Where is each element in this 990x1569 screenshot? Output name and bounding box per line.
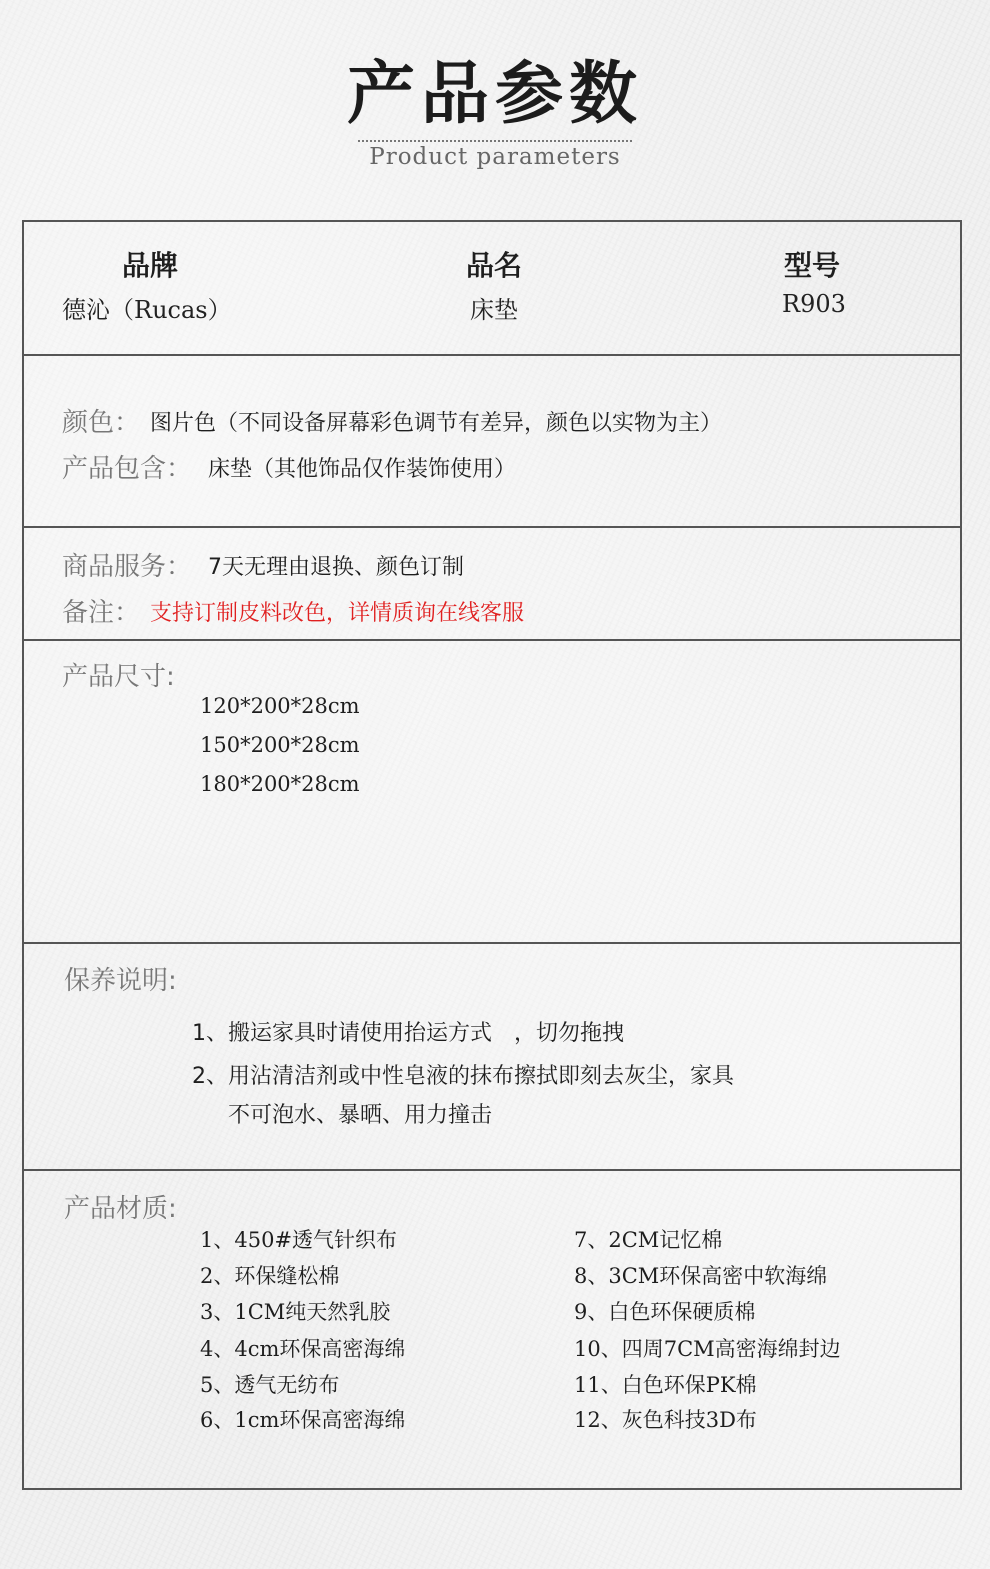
- material-item: 1、450#透气针织布: [200, 1228, 398, 1252]
- material-item: 12、灰色科技3D布: [574, 1408, 757, 1432]
- row-divider: [24, 639, 960, 641]
- contents-label: 产品包含：: [62, 454, 193, 484]
- materials-label: 产品材质:: [64, 1194, 177, 1224]
- product-name-label: 品名: [466, 249, 523, 282]
- brand-label: 品牌: [122, 249, 179, 282]
- care-item: 2、用沾清洁剂或中性皂液的抹布擦拭即刻去灰尘，家具: [192, 1064, 734, 1089]
- care-item: 1、搬运家具时请使用抬运方式 ，切勿拖拽: [192, 1021, 624, 1046]
- model-label: 型号: [784, 249, 841, 282]
- color-value: 图片色（不同设备屏幕彩色调节有差异，颜色以实物为主）: [150, 411, 723, 436]
- color-label: 颜色：: [62, 408, 141, 438]
- size-item: 120*200*28cm: [200, 694, 360, 718]
- product-name-value: 床垫: [470, 296, 518, 324]
- material-item: 2、环保缝松棉: [200, 1264, 340, 1288]
- page-title: 产品参数: [346, 54, 643, 134]
- note-value: 支持订制皮料改色，详情质询在线客服: [150, 601, 525, 626]
- note-label: 备注：: [62, 598, 141, 628]
- material-item: 6、1cm环保高密海绵: [200, 1408, 406, 1432]
- sizes-label: 产品尺寸:: [62, 662, 175, 692]
- title-divider: [358, 140, 632, 142]
- service-value: 7天无理由退换、颜色订制: [208, 555, 464, 580]
- brand-value: 德沁（Rucas）: [62, 296, 232, 324]
- contents-value: 床垫（其他饰品仅作装饰使用）: [208, 457, 517, 482]
- material-item: 3、1CM纯天然乳胶: [200, 1300, 391, 1324]
- service-label: 商品服务：: [62, 552, 193, 582]
- care-item: 不可泡水、暴晒、用力撞击: [228, 1103, 493, 1128]
- material-item: 9、白色环保硬质棉: [574, 1300, 756, 1324]
- material-item: 10、四周7CM高密海绵封边: [574, 1337, 841, 1361]
- care-label: 保养说明:: [64, 966, 177, 996]
- size-item: 150*200*28cm: [200, 733, 360, 757]
- material-item: 4、4cm环保高密海绵: [200, 1337, 406, 1361]
- model-value: R903: [782, 290, 846, 318]
- material-item: 5、透气无纺布: [200, 1373, 340, 1397]
- row-divider: [24, 942, 960, 944]
- material-item: 8、3CM环保高密中软海绵: [574, 1264, 828, 1288]
- parameters-table: [22, 220, 962, 1490]
- row-divider: [24, 1169, 960, 1171]
- page-subtitle: Product parameters: [369, 144, 621, 170]
- material-item: 11、白色环保PK棉: [574, 1373, 757, 1397]
- material-item: 7、2CM记忆棉: [574, 1228, 723, 1252]
- size-item: 180*200*28cm: [200, 772, 360, 796]
- row-divider: [24, 526, 960, 528]
- row-divider: [24, 354, 960, 356]
